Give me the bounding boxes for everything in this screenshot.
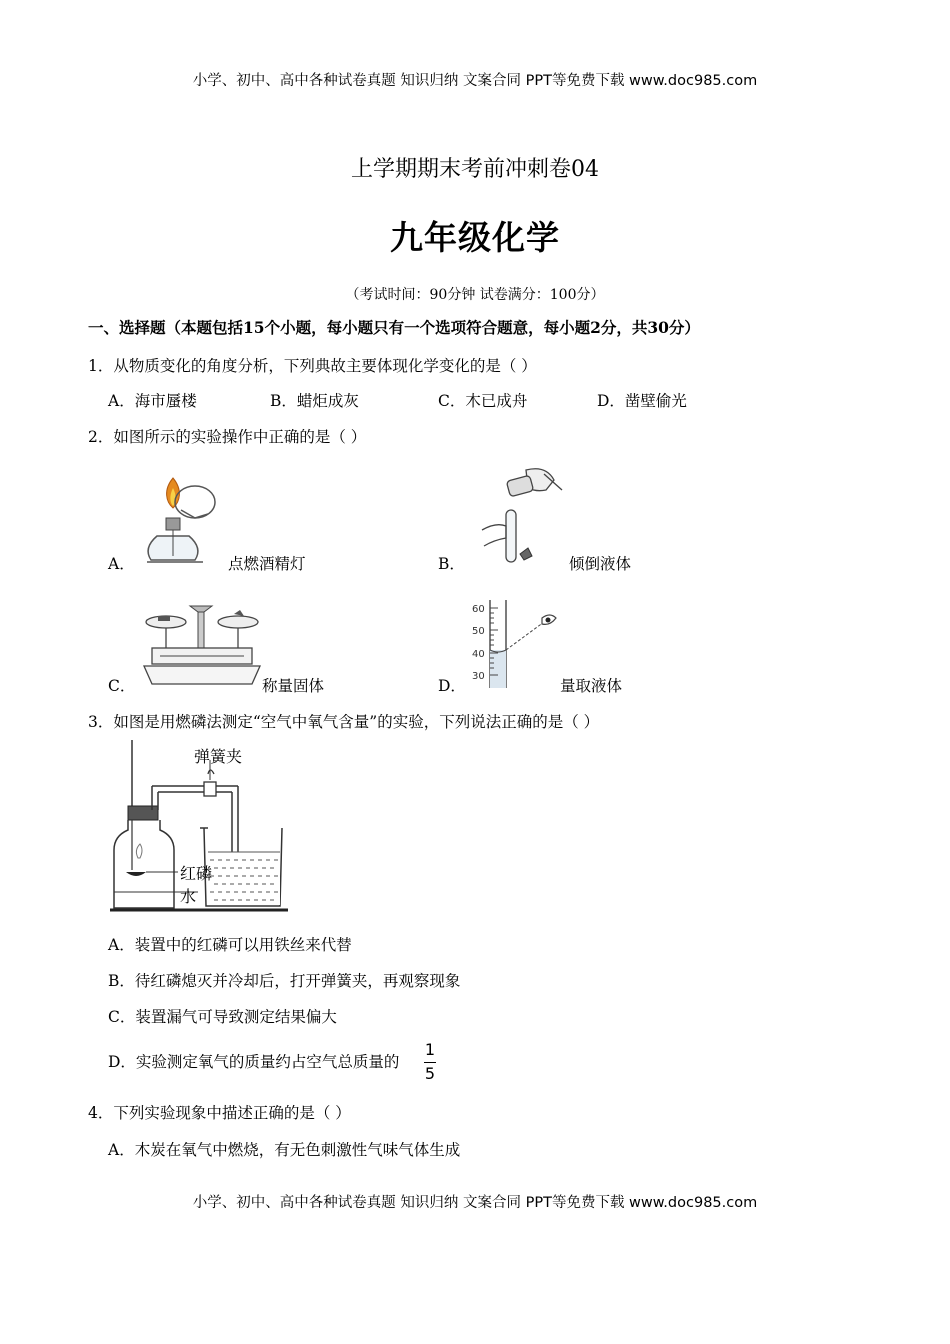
question-2-option-c-letter: C． — [108, 677, 136, 695]
question-2-option-b-caption: 倾倒液体 — [569, 555, 632, 573]
cylinder-tick-30: 30 — [472, 671, 485, 682]
question-2-stem: 2．如图所示的实验操作中正确的是（ ） — [88, 428, 367, 446]
fraction-numerator: 1 — [424, 1040, 436, 1059]
exam-info: （考试时间：90分钟 试卷满分：100分） — [345, 287, 605, 303]
question-3-stem: 3．如图是用燃磷法测定“空气中氧气含量”的实验，下列说法正确的是（ ） — [88, 713, 600, 731]
question-3-option-a: A．装置中的红磷可以用铁丝来代替 — [108, 936, 352, 954]
label-spring-clamp: 弹簧夹 — [194, 747, 243, 766]
question-2-option-a-caption: 点燃酒精灯 — [228, 555, 306, 573]
graduated-cylinder-figure — [466, 598, 566, 690]
page-footer: 小学、初中、高中各种试卷真题 知识归纳 文案合同 PPT等免费下载 www.doc985.com — [192, 1195, 758, 1211]
question-1-option-b: B．蜡炬成灰 — [270, 392, 359, 410]
fraction-denominator: 5 — [424, 1064, 436, 1083]
question-2-option-b-letter: B． — [438, 555, 465, 573]
question-1-stem: 1．从物质变化的角度分析，下列典故主要体现化学变化的是（ ） — [88, 357, 537, 375]
exam-title: 上学期期末考前冲刺卷04 — [351, 157, 599, 182]
balance-weighing-figure — [138, 600, 263, 692]
alcohol-lamp-lighting-figure — [133, 470, 228, 570]
label-water: 水 — [180, 887, 197, 906]
question-2-option-d-letter: D． — [438, 677, 466, 695]
page-header: 小学、初中、高中各种试卷真题 知识归纳 文案合同 PPT等免费下载 www.doc985.com — [192, 73, 758, 89]
section-heading: 一、选择题（本题包括15个小题，每小题只有一个选项符合题意，每小题2分，共30分） — [88, 318, 700, 337]
question-2-option-d-caption: 量取液体 — [560, 677, 623, 695]
question-2-option-c-caption: 称量固体 — [262, 677, 325, 695]
label-red-phosphorus: 红磷 — [180, 864, 213, 883]
question-4-stem: 4．下列实验现象中描述正确的是（ ） — [88, 1104, 351, 1122]
cylinder-tick-60: 60 — [472, 604, 485, 615]
question-3-option-d: D．实验测定氧气的质量约占空气总质量的 — [108, 1053, 400, 1071]
question-3-option-b: B．待红磷熄灭并冷却后，打开弹簧夹，再观察现象 — [108, 972, 461, 990]
cylinder-tick-50: 50 — [472, 626, 485, 637]
question-1-option-a: A．海市蜃楼 — [108, 392, 197, 410]
cylinder-tick-40: 40 — [472, 649, 485, 660]
question-2-option-a-letter: A． — [108, 555, 135, 573]
subject-title: 九年级化学 — [390, 218, 560, 257]
question-1-option-c: C．木已成舟 — [438, 392, 528, 410]
fraction-bar — [424, 1062, 436, 1063]
question-1-option-d: D．凿壁偷光 — [597, 392, 687, 410]
question-4-option-a: A．木炭在氧气中燃烧，有无色刺激性气味气体生成 — [108, 1141, 461, 1159]
pouring-liquid-figure — [466, 460, 566, 570]
question-3-option-c: C．装置漏气可导致测定结果偏大 — [108, 1008, 337, 1026]
